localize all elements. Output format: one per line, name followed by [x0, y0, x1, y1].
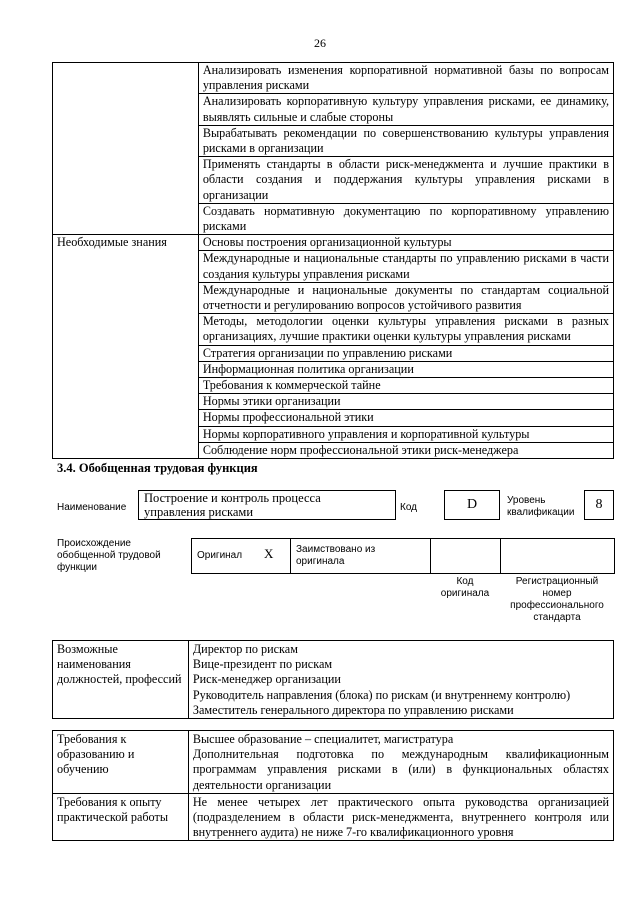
origin-divider-2	[430, 538, 431, 574]
name-value: Построение и контроль процесса управления рисками	[144, 491, 321, 519]
position-item: Директор по рискам	[192, 642, 298, 656]
knowledge-row: Методы, методологии оценки культуры управления рисками в разных организациях, лучшие практики оценки культуры управления рисками	[198, 314, 613, 345]
education-item: Высшее образование – специалитет, магистратура	[192, 732, 454, 746]
table-row	[53, 63, 614, 94]
origin-divider-1	[290, 538, 291, 574]
position-item: Риск-менеджер организации	[192, 672, 341, 687]
original-label: Оригинал	[197, 550, 243, 561]
origin-divider-3	[500, 538, 501, 574]
position-item: Заместитель генерального директора по управлению рисками	[192, 702, 514, 717]
code-value: D	[466, 497, 478, 512]
positions-cell	[188, 641, 613, 719]
table-row	[53, 235, 614, 251]
knowledge-row: Международные и национальные документы по стандартам социальной отчетности и регулированию вопросов устойчивого развития	[198, 282, 613, 313]
skill-row: Анализировать изменения корпоративной нормативной базы по вопросам управления рисками	[198, 63, 613, 94]
reg-number-caption: Регистрационный номер профессионального стандарта	[510, 576, 604, 623]
experience-text: Не менее четырех лет практического опыта руководства организацией (подразделением в области риск-менеджмента, внутреннего контроля или внутреннего аудита) не ниже 7-го квалификационного уровня	[188, 793, 613, 841]
origin-label: Происхождение обобщенной трудовой функции	[57, 538, 161, 573]
table-row	[53, 731, 614, 794]
experience-label: Требования к опыту практической работы	[53, 793, 189, 841]
name-label: Наименование	[57, 502, 127, 513]
table-row	[53, 793, 614, 841]
requirements-table	[52, 730, 614, 841]
skill-row: Анализировать корпоративную культуру управления рисками, ее динамику, выявлять сильные и слабые стороны	[198, 94, 613, 125]
level-label: Уровень квалификации	[507, 495, 575, 518]
knowledge-label: Необходимые знания	[53, 235, 199, 459]
borrowed-label: Заимствовано из оригинала	[296, 544, 376, 567]
education-cell	[188, 731, 613, 794]
education-label: Требования к образованию и обучению	[53, 731, 189, 794]
knowledge-row: Соблюдение норм профессиональной этики риск-менеджера	[198, 442, 613, 458]
skill-row: Создавать нормативную документацию по корпоративному управлению рисками	[198, 203, 613, 234]
knowledge-row: Нормы этики организации	[198, 394, 613, 410]
knowledge-row: Нормы корпоративного управления и корпоративной культуры	[198, 426, 613, 442]
knowledge-row: Стратегия организации по управлению рисками	[198, 345, 613, 361]
skill-row: Применять стандарты в области риск-менеджмента и лучшие практики в области создания и поддержания культуры управления рисками в организации	[198, 157, 613, 204]
position-item: Вице-президент по рискам	[192, 657, 333, 672]
skills-knowledge-table	[52, 62, 614, 459]
knowledge-row: Нормы профессиональной этики	[198, 410, 613, 426]
knowledge-row: Информационная политика организации	[198, 361, 613, 377]
page-number: 26	[314, 36, 326, 50]
knowledge-row: Основы построения организационной культуры	[198, 235, 613, 251]
level-value: 8	[595, 497, 603, 512]
positions-table	[52, 640, 614, 719]
knowledge-row: Международные и национальные стандарты по управлению рисками в части создания культуры управления рисками	[198, 251, 613, 282]
skill-row: Вырабатывать рекомендации по совершенствованию культуры управления рисками в организации	[198, 125, 613, 156]
origin-code-caption: Код оригинала	[440, 576, 490, 599]
code-label: Код	[400, 502, 418, 513]
positions-label: Возможные наименования должностей, профессий	[53, 641, 189, 719]
section-heading: 3.4. Обобщенная трудовая функция	[57, 461, 258, 475]
skills-label-cell	[53, 63, 199, 235]
table-row	[53, 641, 614, 719]
education-item: Дополнительная подготовка по международным квалификационным программам управления рисками в (или) в функциональных областях деятельности организации	[192, 747, 609, 792]
knowledge-row: Требования к коммерческой тайне	[198, 378, 613, 394]
position-item: Руководитель направления (блока) по рискам (и внутреннему контролю)	[192, 687, 571, 702]
original-mark: X	[264, 546, 274, 561]
